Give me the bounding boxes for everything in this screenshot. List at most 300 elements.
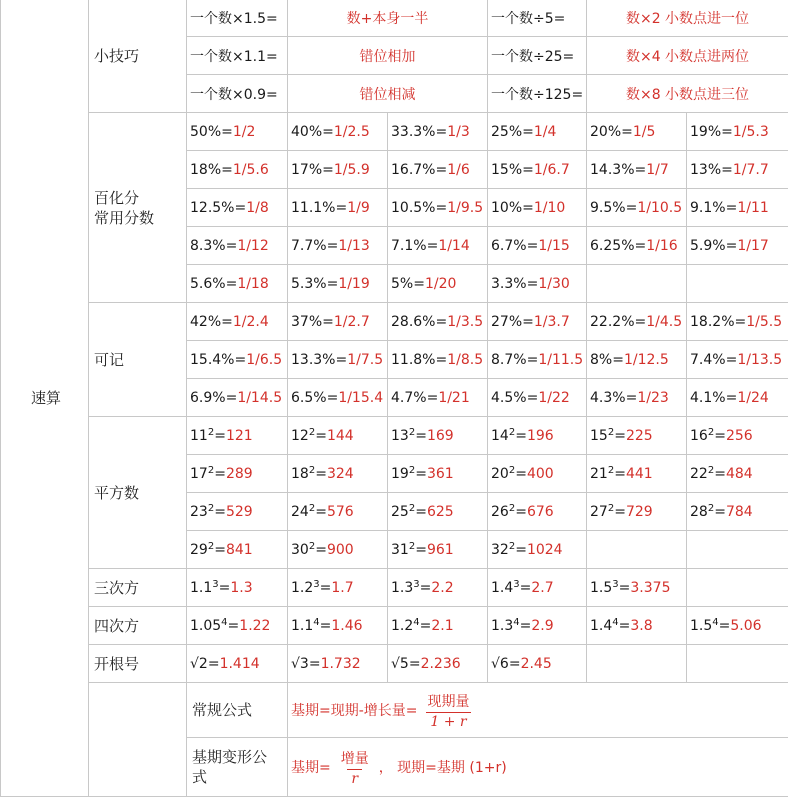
expression-text: √2= xyxy=(190,656,220,672)
tip-answer-text: 数+本身一半 xyxy=(347,11,429,27)
equals-sign: = xyxy=(415,504,427,520)
equals-sign: = xyxy=(214,542,226,558)
tip-question xyxy=(488,0,587,37)
equals-sign: = xyxy=(614,428,626,444)
expression-text: 3.3%= xyxy=(491,276,538,292)
value-cell xyxy=(388,341,488,379)
answer-text: 1.732 xyxy=(321,656,361,672)
formula-cell xyxy=(288,738,788,797)
exponent-text: 3 xyxy=(313,579,319,590)
equals-sign: = xyxy=(420,618,432,634)
expression-text: 12.5%= xyxy=(190,200,246,216)
answer-text: 1.414 xyxy=(220,656,260,672)
answer-text: 289 xyxy=(226,466,253,482)
equals-sign: = xyxy=(315,466,327,482)
answer-text: 324 xyxy=(327,466,354,482)
exponent-text: 2 xyxy=(208,427,214,438)
formula-cell xyxy=(288,683,788,738)
tip-answer xyxy=(288,0,488,37)
tip-answer-text: 错位相减 xyxy=(360,87,416,103)
tip-question xyxy=(187,37,288,75)
value-cell xyxy=(187,151,288,189)
row-label-cubes xyxy=(89,569,187,607)
fraction-denominator: 1 + r xyxy=(426,712,470,730)
exponent-text: 3 xyxy=(413,579,419,590)
table-row xyxy=(1,303,788,341)
answer-text: 1/3 xyxy=(447,124,470,140)
value-cell xyxy=(587,569,687,607)
exponent-text: 2 xyxy=(509,541,515,552)
row-label-text: 常规公式 xyxy=(192,701,252,719)
exponent-text: 4 xyxy=(513,617,519,628)
answer-text: 400 xyxy=(527,466,554,482)
base-text: 27 xyxy=(590,504,608,520)
base-text: 1.4 xyxy=(590,618,612,634)
value-cell xyxy=(187,455,288,493)
value-cell xyxy=(587,455,687,493)
answer-text: 1/23 xyxy=(637,390,668,406)
equals-sign: = xyxy=(219,580,231,596)
value-cell xyxy=(687,455,788,493)
value-cell xyxy=(187,569,288,607)
exponent-text: 2 xyxy=(409,427,415,438)
value-cell xyxy=(587,113,687,151)
value-cell xyxy=(488,569,587,607)
value-cell xyxy=(187,227,288,265)
value-cell xyxy=(488,341,587,379)
answer-text: 961 xyxy=(427,542,454,558)
base-text: 28 xyxy=(690,504,708,520)
value-cell xyxy=(288,303,388,341)
base-text: 1.2 xyxy=(291,580,313,596)
tip-answer xyxy=(587,75,788,113)
value-cell xyxy=(187,113,288,151)
value-cell xyxy=(187,265,288,303)
expression-text: 17%= xyxy=(291,162,334,178)
equals-sign: = xyxy=(515,466,527,482)
base-text: 19 xyxy=(391,466,409,482)
answer-text: 484 xyxy=(726,466,753,482)
equals-sign: = xyxy=(214,428,226,444)
exponent-text: 4 xyxy=(712,617,718,628)
expression-text: 9.1%= xyxy=(690,200,737,216)
exponent-text: 3 xyxy=(513,579,519,590)
equals-sign: = xyxy=(515,542,527,558)
expression-text: 4.7%= xyxy=(391,390,438,406)
value-cell xyxy=(288,493,388,531)
expression-text: 6.25%= xyxy=(590,238,646,254)
tip-answer-text: 数×4 小数点进两位 xyxy=(626,49,749,65)
value-cell xyxy=(488,455,587,493)
base-text: 24 xyxy=(291,504,309,520)
fraction xyxy=(424,691,474,730)
base-text: 13 xyxy=(391,428,409,444)
answer-text: 1/5.3 xyxy=(733,124,769,140)
answer-text: 1/15.4 xyxy=(338,390,383,406)
value-cell xyxy=(288,227,388,265)
expression-text: 7.4%= xyxy=(690,352,737,368)
value-cell xyxy=(488,189,587,227)
exponent-text: 2 xyxy=(608,427,614,438)
expression-text: 22.2%= xyxy=(590,314,646,330)
section-title: 速算 xyxy=(31,389,61,407)
value-cell xyxy=(388,227,488,265)
answer-text: 121 xyxy=(226,428,253,444)
exponent-text: 2 xyxy=(409,541,415,552)
answer-text: 841 xyxy=(226,542,253,558)
value-cell xyxy=(288,455,388,493)
equals-sign: = xyxy=(315,428,327,444)
expression-text: 19%= xyxy=(690,124,733,140)
row-label-text: 四次方 xyxy=(94,617,139,635)
exponent-text: 2 xyxy=(509,465,515,476)
fraction xyxy=(337,748,373,787)
value-cell xyxy=(687,569,788,607)
answer-text: 2.9 xyxy=(531,618,553,634)
answer-text: 1/7.5 xyxy=(347,352,383,368)
answer-text: 3.375 xyxy=(630,580,670,596)
expression-text: 5.9%= xyxy=(690,238,737,254)
value-cell xyxy=(488,607,587,645)
exponent-text: 2 xyxy=(509,427,515,438)
value-cell xyxy=(288,607,388,645)
answer-text: 1/12.5 xyxy=(624,352,669,368)
answer-text: 1/14.5 xyxy=(237,390,282,406)
value-cell xyxy=(488,151,587,189)
answer-text: 2.7 xyxy=(531,580,553,596)
expression-text: 40%= xyxy=(291,124,334,140)
tip-question xyxy=(488,37,587,75)
answer-text: 1/7 xyxy=(646,162,669,178)
expression-text: 18.2%= xyxy=(690,314,746,330)
value-cell xyxy=(488,645,587,683)
value-cell xyxy=(187,189,288,227)
answer-text: 1/8.5 xyxy=(447,352,483,368)
value-cell xyxy=(187,341,288,379)
answer-text: 729 xyxy=(626,504,653,520)
base-text: 1.1 xyxy=(190,580,212,596)
row-label-squares xyxy=(89,417,187,569)
value-cell xyxy=(288,341,388,379)
answer-text: 1/3.5 xyxy=(447,314,483,330)
value-cell xyxy=(288,645,388,683)
answer-text: 1/5.5 xyxy=(746,314,782,330)
value-cell xyxy=(687,189,788,227)
formula-prefix: 基期=现期-增长量= xyxy=(291,700,418,720)
base-text: 22 xyxy=(690,466,708,482)
section-formula xyxy=(89,683,187,797)
expression-text: 27%= xyxy=(491,314,534,330)
formula-suffix: ， 现期=基期 (1+r) xyxy=(379,757,507,777)
expression-text: 7.7%= xyxy=(291,238,338,254)
value-cell xyxy=(687,493,788,531)
exponent-text: 2 xyxy=(708,465,714,476)
value-cell xyxy=(288,531,388,569)
expression-text: 5.6%= xyxy=(190,276,237,292)
tip-answer xyxy=(288,75,488,113)
equals-sign: = xyxy=(520,618,532,634)
answer-text: 1/9.5 xyxy=(447,200,483,216)
expression-text: 28.6%= xyxy=(391,314,447,330)
answer-text: 1/2.4 xyxy=(233,314,269,330)
value-cell xyxy=(187,303,288,341)
value-cell xyxy=(687,113,788,151)
answer-text: 169 xyxy=(427,428,454,444)
expression-text: 9.5%= xyxy=(590,200,637,216)
expression-text: 18%= xyxy=(190,162,233,178)
expression-text: √6= xyxy=(491,656,521,672)
value-cell xyxy=(388,493,488,531)
value-cell xyxy=(587,645,687,683)
value-cell xyxy=(687,417,788,455)
answer-text: 1/5.9 xyxy=(334,162,370,178)
expression-text: 7.1%= xyxy=(391,238,438,254)
value-cell xyxy=(288,113,388,151)
tip-question xyxy=(187,75,288,113)
value-cell xyxy=(388,379,488,417)
value-cell xyxy=(388,189,488,227)
expression-text: 8.7%= xyxy=(491,352,538,368)
equals-sign: = xyxy=(714,504,726,520)
equals-sign: = xyxy=(714,466,726,482)
row-label-tips xyxy=(89,0,187,113)
base-text: 1.2 xyxy=(391,618,413,634)
base-text: 16 xyxy=(690,428,708,444)
answer-text: 1/21 xyxy=(438,390,469,406)
tip-answer-text: 错位相加 xyxy=(360,49,416,65)
value-cell xyxy=(587,303,687,341)
equals-sign: = xyxy=(619,618,631,634)
answer-text: 1/5.6 xyxy=(233,162,269,178)
row-label-roots xyxy=(89,645,187,683)
answer-text: 1/11.5 xyxy=(538,352,583,368)
answer-text: 1/10 xyxy=(534,200,565,216)
tip-answer xyxy=(587,37,788,75)
equals-sign: = xyxy=(515,504,527,520)
value-cell xyxy=(488,265,587,303)
value-cell xyxy=(687,303,788,341)
value-cell xyxy=(187,493,288,531)
value-cell xyxy=(687,531,788,569)
exponent-text: 2 xyxy=(309,465,315,476)
expression-text: 4.3%= xyxy=(590,390,637,406)
expression-text: 6.9%= xyxy=(190,390,237,406)
expression-text: 4.1%= xyxy=(690,390,737,406)
answer-text: 576 xyxy=(327,504,354,520)
expression-text: √3= xyxy=(291,656,321,672)
value-cell xyxy=(687,341,788,379)
tip-answer xyxy=(587,0,788,37)
exponent-text: 2 xyxy=(708,503,714,514)
value-cell xyxy=(587,417,687,455)
expression-text: 15.4%= xyxy=(190,352,246,368)
value-cell xyxy=(687,379,788,417)
answer-text: 1/2.7 xyxy=(334,314,370,330)
exponent-text: 2 xyxy=(409,465,415,476)
answer-text: 2.45 xyxy=(521,656,552,672)
value-cell xyxy=(388,151,488,189)
answer-text: 441 xyxy=(626,466,653,482)
tip-question-text: 一个数÷125= xyxy=(491,87,583,103)
tip-question-text: 一个数×1.1= xyxy=(190,49,278,65)
table-row xyxy=(1,569,788,607)
base-text: 1.05 xyxy=(190,618,221,634)
answer-text: 529 xyxy=(226,504,253,520)
value-cell xyxy=(187,531,288,569)
answer-text: 1/9 xyxy=(347,200,370,216)
expression-text: 25%= xyxy=(491,124,534,140)
answer-text: 1/7.7 xyxy=(733,162,769,178)
answer-text: 1/8 xyxy=(246,200,269,216)
equals-sign: = xyxy=(214,466,226,482)
exponent-text: 2 xyxy=(309,503,315,514)
value-cell xyxy=(388,303,488,341)
row-label-text: 平方数 xyxy=(94,484,139,502)
answer-text: 1/6.5 xyxy=(246,352,282,368)
expression-text: 4.5%= xyxy=(491,390,538,406)
exponent-text: 2 xyxy=(309,427,315,438)
expression-text: 11.8%= xyxy=(391,352,447,368)
value-cell xyxy=(587,341,687,379)
answer-text: 1/16 xyxy=(646,238,677,254)
base-text: 11 xyxy=(190,428,208,444)
value-cell xyxy=(488,227,587,265)
expression-text: 6.7%= xyxy=(491,238,538,254)
answer-text: 1.7 xyxy=(331,580,353,596)
expression-text: 8%= xyxy=(590,352,624,368)
value-cell xyxy=(488,303,587,341)
expression-text: 15%= xyxy=(491,162,534,178)
answer-text: 1/4.5 xyxy=(646,314,682,330)
answer-text: 3.8 xyxy=(630,618,652,634)
value-cell xyxy=(587,607,687,645)
value-cell xyxy=(488,531,587,569)
value-cell xyxy=(587,189,687,227)
value-cell xyxy=(187,607,288,645)
base-text: 18 xyxy=(291,466,309,482)
answer-text: 1/22 xyxy=(538,390,569,406)
tip-answer-text: 数×8 小数点进三位 xyxy=(626,87,749,103)
expression-text: √5= xyxy=(391,656,421,672)
value-cell xyxy=(587,531,687,569)
row-label-text: 百化分 xyxy=(94,189,139,207)
answer-text: 1/30 xyxy=(538,276,569,292)
answer-text: 1/10.5 xyxy=(637,200,682,216)
expression-text: 8.3%= xyxy=(190,238,237,254)
exponent-text: 2 xyxy=(208,465,214,476)
equals-sign: = xyxy=(420,580,432,596)
answer-text: 1/13 xyxy=(338,238,369,254)
value-cell xyxy=(587,227,687,265)
answer-text: 196 xyxy=(527,428,554,444)
base-text: 1.3 xyxy=(491,618,513,634)
equals-sign: = xyxy=(619,580,631,596)
base-text: 1.5 xyxy=(690,618,712,634)
base-text: 17 xyxy=(190,466,208,482)
answer-text: 676 xyxy=(527,504,554,520)
expression-text: 6.5%= xyxy=(291,390,338,406)
row-label-memorize xyxy=(89,303,187,417)
answer-text: 1/3.7 xyxy=(534,314,570,330)
section-speed xyxy=(1,0,89,797)
value-cell xyxy=(488,379,587,417)
base-text: 1.5 xyxy=(590,580,612,596)
equals-sign: = xyxy=(415,542,427,558)
answer-text: 1/19 xyxy=(338,276,369,292)
answer-text: 1/6 xyxy=(447,162,470,178)
answer-text: 1.22 xyxy=(239,618,270,634)
row-label-formula xyxy=(187,683,288,738)
answer-text: 1/5 xyxy=(633,124,656,140)
formula-base xyxy=(291,691,480,730)
answer-text: 2.2 xyxy=(431,580,453,596)
value-cell xyxy=(187,417,288,455)
value-cell xyxy=(288,265,388,303)
base-text: 30 xyxy=(291,542,309,558)
row-label-text: 常用分数 xyxy=(94,209,154,227)
row-label-text: 开根号 xyxy=(94,655,139,673)
expression-text: 16.7%= xyxy=(391,162,447,178)
answer-text: 1/18 xyxy=(237,276,268,292)
table-row xyxy=(1,683,788,738)
value-cell xyxy=(388,607,488,645)
equals-sign: = xyxy=(320,580,332,596)
tip-answer-text: 数×2 小数点进一位 xyxy=(626,11,749,27)
answer-text: 1/14 xyxy=(438,238,469,254)
value-cell xyxy=(687,151,788,189)
exponent-text: 2 xyxy=(708,427,714,438)
value-cell xyxy=(388,569,488,607)
value-cell xyxy=(687,265,788,303)
formula-variant xyxy=(291,748,507,787)
value-cell xyxy=(288,417,388,455)
tip-answer xyxy=(288,37,488,75)
equals-sign: = xyxy=(614,504,626,520)
answer-text: 361 xyxy=(427,466,454,482)
equals-sign: = xyxy=(520,580,532,596)
exponent-text: 2 xyxy=(608,465,614,476)
row-label-fourth xyxy=(89,607,187,645)
value-cell xyxy=(288,569,388,607)
exponent-text: 4 xyxy=(313,617,319,628)
base-text: 20 xyxy=(491,466,509,482)
expression-text: 10.5%= xyxy=(391,200,447,216)
row-label-text: 三次方 xyxy=(94,579,139,597)
tip-question-text: 一个数×0.9= xyxy=(190,87,278,103)
expression-text: 13%= xyxy=(690,162,733,178)
value-cell xyxy=(288,379,388,417)
exponent-text: 3 xyxy=(612,579,618,590)
answer-text: 1/13.5 xyxy=(737,352,782,368)
fraction-numerator: 增量 xyxy=(337,748,373,769)
answer-text: 256 xyxy=(726,428,753,444)
fraction-numerator: 现期量 xyxy=(424,691,474,712)
answer-text: 1/4 xyxy=(534,124,557,140)
exponent-text: 2 xyxy=(509,503,515,514)
expression-text: 14.3%= xyxy=(590,162,646,178)
base-text: 31 xyxy=(391,542,409,558)
value-cell xyxy=(187,645,288,683)
expression-text: 50%= xyxy=(190,124,233,140)
answer-text: 1024 xyxy=(527,542,563,558)
answer-text: 1/11 xyxy=(737,200,768,216)
expression-text: 5.3%= xyxy=(291,276,338,292)
base-text: 25 xyxy=(391,504,409,520)
row-label-text: 可记 xyxy=(94,351,124,369)
expression-text: 5%= xyxy=(391,276,425,292)
value-cell xyxy=(388,265,488,303)
base-text: 15 xyxy=(590,428,608,444)
